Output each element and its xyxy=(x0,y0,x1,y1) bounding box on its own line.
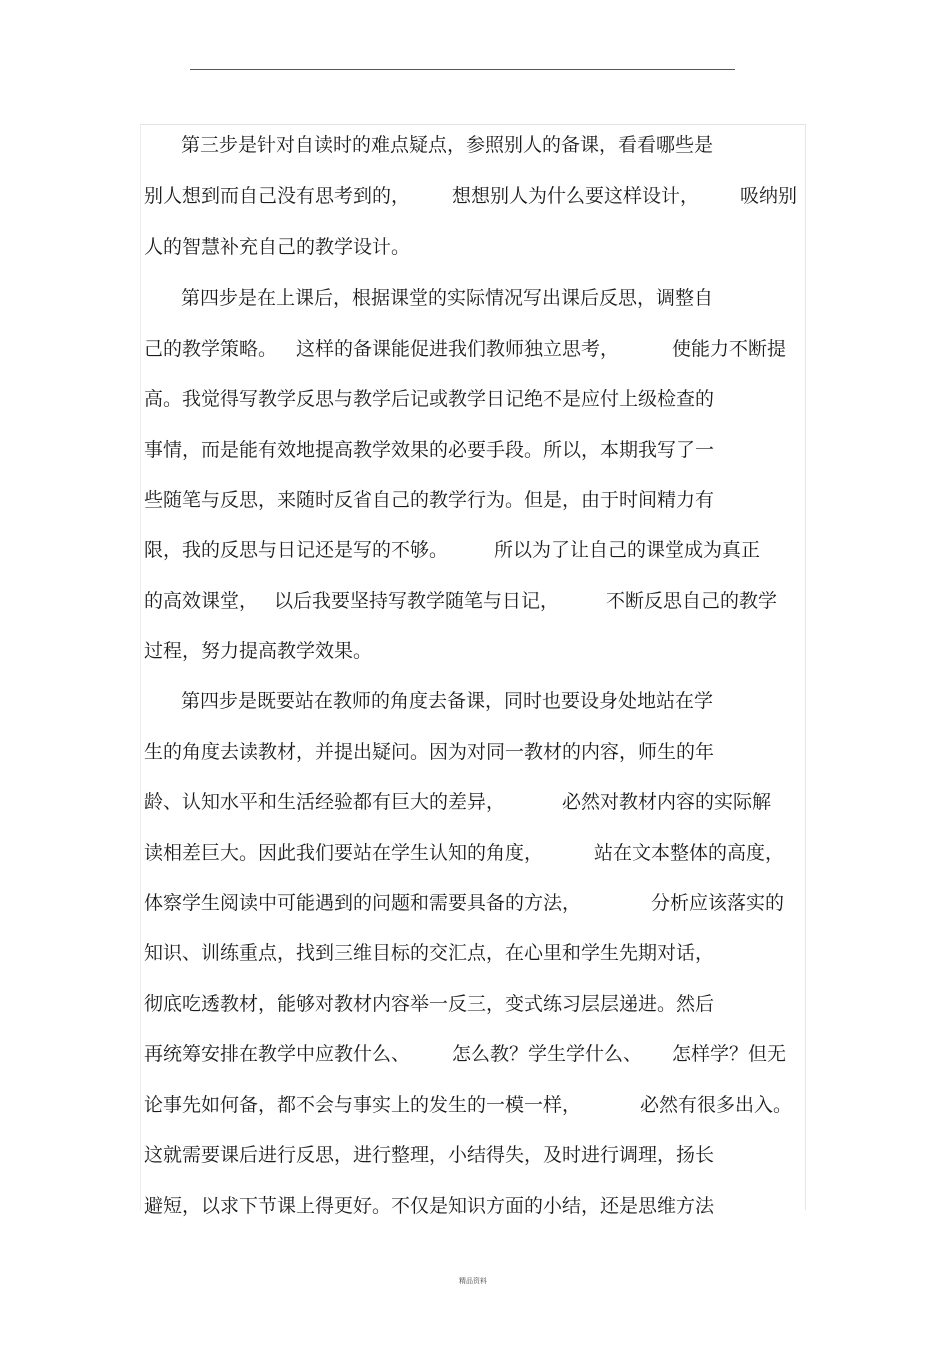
text-segment: 再统筹安排在教学中应教什么、 xyxy=(144,1043,411,1065)
content-frame-left xyxy=(140,124,141,1210)
text-segment: 彻底吃透教材，能够对教材内容举一反三，变式练习层层递进。然后 xyxy=(144,993,715,1015)
text-segment: 避短，以求下节课上得更好。不仅是知识方面的小结，还是思维方法 xyxy=(144,1195,715,1217)
text-segment: 怎么教？学生学什么、 xyxy=(452,1043,643,1065)
text-segment: 生的角度去读教材，并提出疑问。因为对同一教材的内容，师生的年 xyxy=(144,741,715,763)
text-segment: 论事先如何备，都不会与事实上的发生的一模一样， xyxy=(144,1094,582,1116)
text-segment: 过程，努力提高教学效果。 xyxy=(144,640,373,662)
text-segment: 必然有很多出入。 xyxy=(640,1094,793,1116)
content-frame-right xyxy=(805,124,806,1210)
text-segment: 限，我的反思与日记还是写的不够。 xyxy=(144,539,449,561)
text-segment: 人的智慧补充自己的教学设计。 xyxy=(144,236,411,258)
text-segment: 怎样学？但无 xyxy=(672,1043,787,1065)
text-segment: 这样的备课能促进我们教师独立思考， xyxy=(296,338,620,360)
text-segment: 的高效课堂， xyxy=(144,590,259,612)
text-segment: 己的教学策略。 xyxy=(144,338,278,360)
text-segment: 分析应该落实的 xyxy=(651,892,785,914)
text-segment: 体察学生阅读中可能遇到的问题和需要具备的方法， xyxy=(144,892,582,914)
text-segment: 第四步是在上课后，根据课堂的实际情况写出课后反思，调整自 xyxy=(181,287,714,309)
text-segment: 所以为了让自己的课堂成为真正 xyxy=(494,539,761,561)
text-segment: 以后我要坚持写教学随笔与日记， xyxy=(274,590,560,612)
text-segment: 使能力不断提 xyxy=(672,338,787,360)
text-segment: 别人想到而自己没有思考到的， xyxy=(144,185,411,207)
text-segment: 第三步是针对自读时的难点疑点，参照别人的备课，看看哪些是 xyxy=(181,134,714,156)
content-frame-top xyxy=(140,124,806,125)
text-segment: 想想别人为什么要这样设计， xyxy=(452,185,700,207)
text-segment: 些随笔与反思，来随时反省自己的教学行为。但是，由于时间精力有 xyxy=(144,489,715,511)
text-segment: 站在文本整体的高度， xyxy=(594,842,785,864)
text-segment: 必然对教材内容的实际解 xyxy=(562,791,772,813)
text-segment: 不断反思自己的教学 xyxy=(606,590,778,612)
text-segment: 读相差巨大。因此我们要站在学生认知的角度， xyxy=(144,842,544,864)
text-segment: 吸纳别 xyxy=(740,185,798,207)
text-segment: 第四步是既要站在教师的角度去备课，同时也要设身处地站在学 xyxy=(181,690,714,712)
header-rule xyxy=(190,69,735,70)
text-segment: 知识、训练重点，找到三维目标的交汇点，在心里和学生先期对话， xyxy=(144,942,715,964)
footer-note: 精品资料 xyxy=(459,1277,487,1285)
text-segment: 龄、认知水平和生活经验都有巨大的差异， xyxy=(144,791,506,813)
text-segment: 事情，而是能有效地提高教学效果的必要手段。所以，本期我写了一 xyxy=(144,439,715,461)
text-segment: 高。我觉得写教学反思与教学后记或教学日记绝不是应付上级检查的 xyxy=(144,388,715,410)
text-segment: 这就需要课后进行反思，进行整理，小结得失，及时进行调理，扬长 xyxy=(144,1144,715,1166)
